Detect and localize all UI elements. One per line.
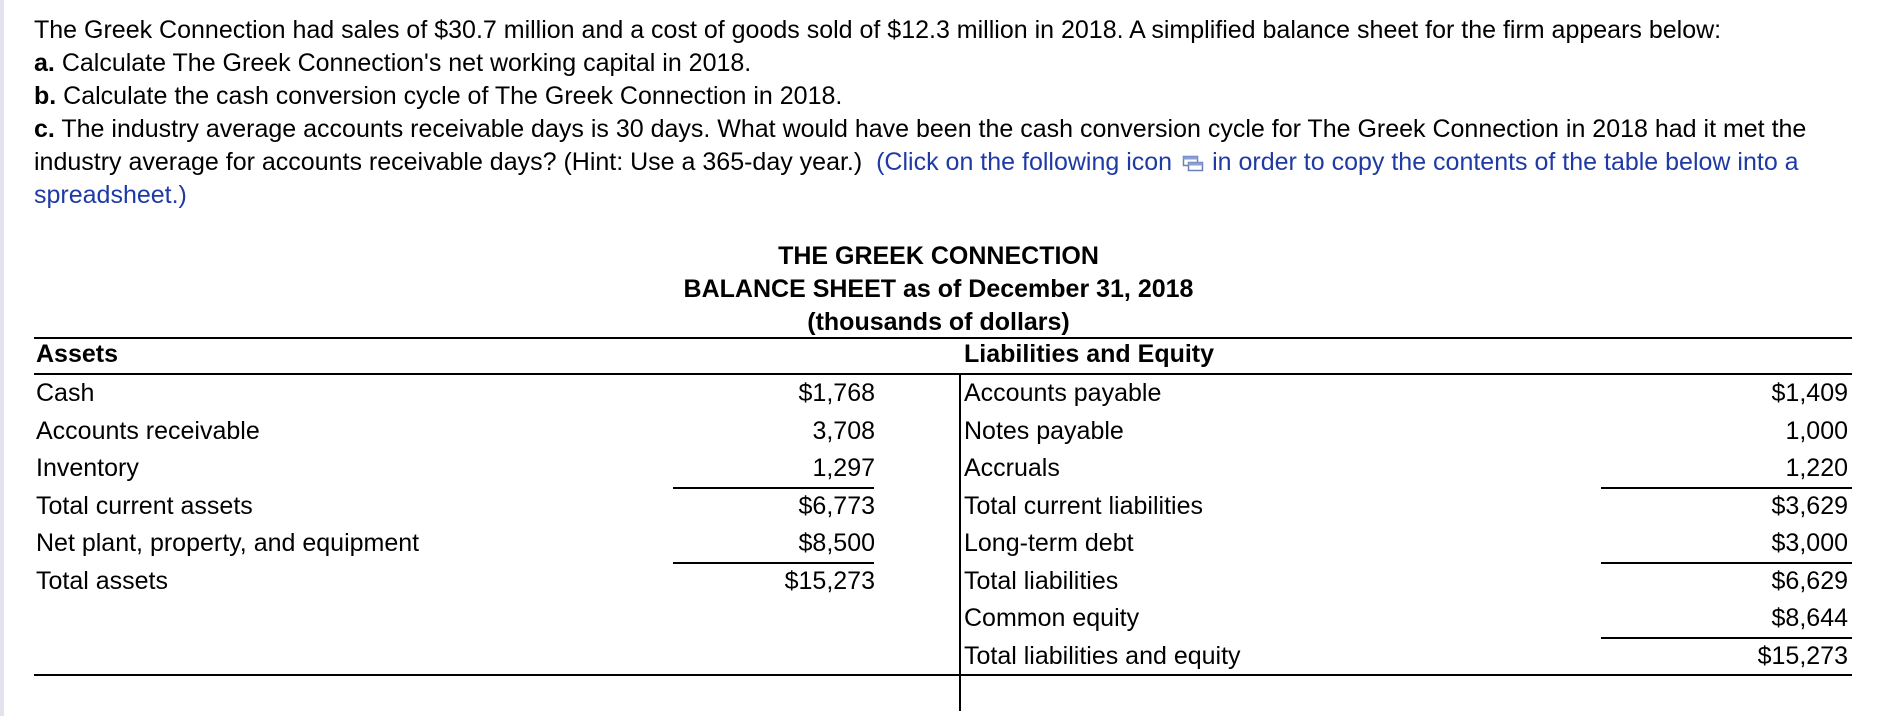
table-body [34, 375, 1852, 675]
table-bottom-rule [34, 674, 1852, 676]
liability-value: $3,000 [1771, 529, 1848, 557]
part-b-text: Calculate the cash conversion cycle of The Greek Connection in 2018. [63, 82, 843, 110]
table-header-row [34, 337, 1852, 373]
liability-label: Accruals [964, 454, 1060, 482]
part-a-text: Calculate The Greek Connection's net working capital in 2018. [61, 49, 752, 77]
table-row [34, 563, 1852, 601]
table-row [34, 488, 1852, 526]
table-row [34, 525, 1852, 563]
asset-value: $6,773 [798, 491, 875, 520]
liability-value: $8,644 [1771, 604, 1848, 632]
asset-value: $8,500 [798, 529, 875, 557]
asset-label: Net plant, property, and equipment [36, 529, 420, 557]
liability-label: Total current liabilities [964, 491, 1203, 520]
liabilities-subtotal-rule [1601, 487, 1852, 489]
liability-label: Notes payable [964, 416, 1124, 445]
copy-instructions-before: (Click on the following icon [876, 148, 1173, 176]
asset-label: Total current assets [36, 491, 253, 520]
part-a-label: a. [34, 49, 55, 77]
asset-value: 3,708 [812, 416, 875, 445]
liability-value: 1,000 [1785, 416, 1848, 445]
table-row [34, 413, 1852, 451]
asset-value: $15,273 [784, 566, 875, 595]
liabilities-total-rule [1601, 562, 1852, 564]
assets-subtotal-rule [673, 487, 874, 489]
problem-intro: The Greek Connection had sales of $30.7 million and a cost of goods sold of $12.3 million in 2018. A simplified balance sheet for the firm appears below: [34, 16, 1722, 44]
table-row [34, 375, 1852, 413]
problem-statement [34, 14, 1854, 212]
statement-name: BALANCE SHEET as of December 31, 2018 [683, 275, 1194, 303]
part-c-text: The industry average accounts receivable days is 30 days. What would have been the cash conversion cycle for The Greek Connection in 2018 had it met the industry average for accounts receivable days? (Hint: Use a 365-day year.) [34, 115, 1807, 176]
equity-total-rule [1601, 637, 1852, 639]
asset-value: $1,768 [798, 379, 875, 407]
liabilities-header: Liabilities and Equity [964, 340, 1215, 368]
balance-sheet-table [34, 337, 1852, 670]
liability-label: Total liabilities [964, 566, 1119, 595]
left-margin-rule [0, 0, 4, 716]
balance-sheet-title [0, 240, 1877, 339]
liability-label: Total liabilities and equity [964, 641, 1241, 670]
asset-label: Total assets [36, 566, 169, 595]
table-row [34, 600, 1852, 638]
liability-value: $6,629 [1771, 566, 1848, 595]
liability-value: $15,273 [1757, 641, 1848, 670]
part-c [34, 113, 1854, 212]
liability-label: Accounts payable [964, 379, 1162, 407]
table-row [34, 638, 1852, 676]
copy-instructions-after: in order to copy the contents of the table below into a spreadsheet.) [34, 148, 1799, 209]
liability-label: Common equity [964, 604, 1140, 632]
liability-label: Long-term debt [964, 529, 1134, 557]
table-row [34, 450, 1852, 488]
part-c-label: c. [34, 115, 55, 143]
liability-value: $3,629 [1771, 491, 1848, 520]
statement-units: (thousands of dollars) [807, 308, 1070, 336]
company-name: THE GREEK CONNECTION [778, 242, 1099, 270]
asset-value: 1,297 [812, 454, 875, 482]
asset-label: Accounts receivable [36, 416, 260, 445]
part-a [34, 47, 1854, 80]
assets-total-rule [673, 562, 874, 564]
liability-value: 1,220 [1785, 454, 1848, 482]
liability-value: $1,409 [1771, 379, 1848, 407]
asset-label: Cash [36, 379, 95, 407]
column-divider [959, 373, 961, 711]
copy-to-spreadsheet-icon[interactable] [1182, 148, 1204, 166]
asset-label: Inventory [36, 454, 139, 482]
assets-header: Assets [36, 340, 118, 368]
part-b-label: b. [34, 82, 57, 110]
part-b [34, 80, 1854, 113]
